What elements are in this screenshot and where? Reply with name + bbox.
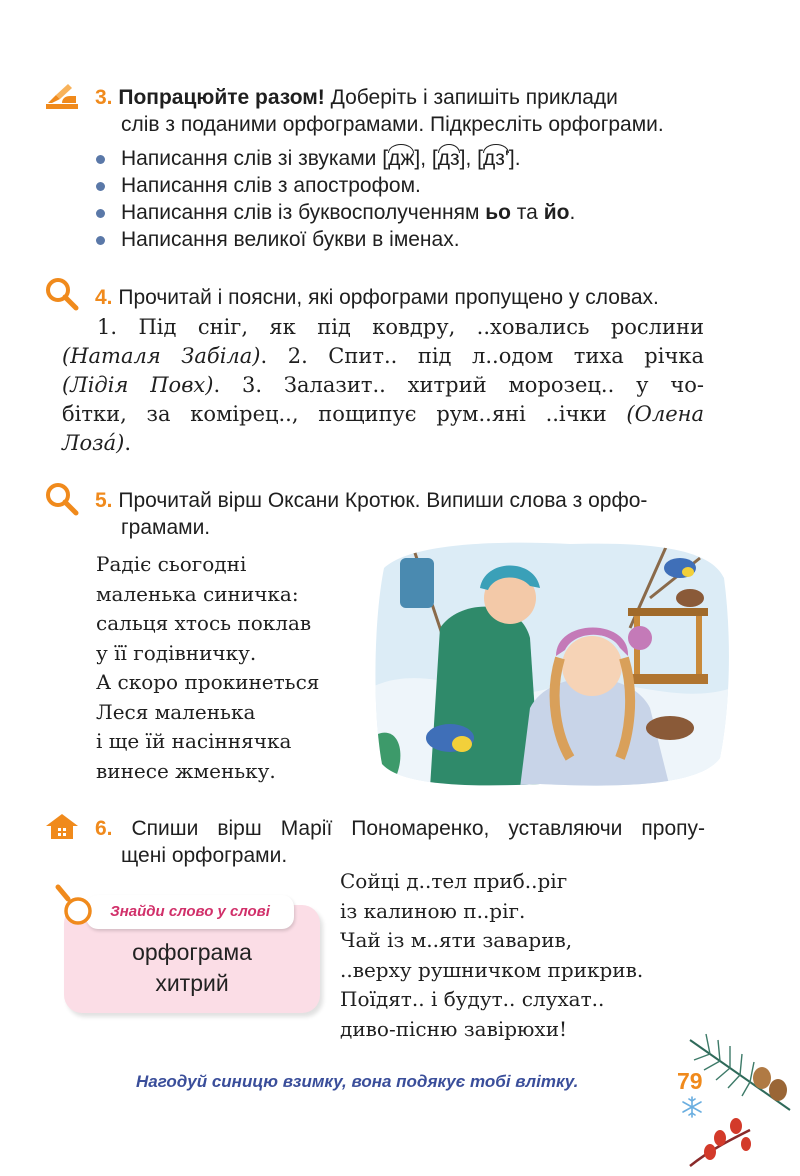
- task-6-prompt-text: Спиши вірш Марії Пономаренко, уставляючи пропу-: [131, 817, 705, 840]
- task-5-icon: [44, 481, 80, 517]
- task-6-number: 6.: [95, 817, 113, 840]
- sound-dz-soft: дз': [482, 147, 509, 170]
- bullet-text: Написання великої букви в іменах.: [121, 228, 460, 251]
- poem-line: і ще їй насіннячка: [96, 729, 292, 753]
- poem-line: Радіє сьогодні: [96, 552, 247, 576]
- bullet-text: ], [: [459, 147, 483, 170]
- bullet-text: ].: [508, 147, 521, 170]
- author-name: Лозá): [62, 431, 125, 455]
- task-6-prompt: [95, 815, 705, 869]
- task-5-line-2: грамами.: [121, 516, 211, 539]
- task-6-icon: [44, 812, 80, 840]
- poem-line: Поїдят.. і будут.. слухат..: [340, 987, 605, 1011]
- task-3-line-2: слів з поданими орфограмами. Підкресліть орфограми.: [121, 113, 664, 136]
- task-5-number: 5.: [95, 489, 113, 512]
- sound-dzh: дж: [388, 147, 415, 170]
- task-5-prompt: [95, 487, 715, 541]
- bullet-item: [94, 172, 714, 199]
- poem-line: Сойці д..тел приб..ріг: [340, 869, 568, 893]
- poem-line: Чай із м..яти заварив,: [340, 928, 573, 952]
- poem-line: із калиною п..ріг.: [340, 898, 526, 923]
- word-card-tag: [86, 895, 294, 929]
- bullet-item: [94, 199, 714, 226]
- task-3-text: Доберіть і запишіть приклади: [324, 86, 618, 109]
- task-3-icon: [44, 84, 80, 110]
- bold-letters: йо: [543, 201, 570, 224]
- word-card-word: хитрий: [155, 970, 229, 996]
- poem-line: сальця хтось поклав: [96, 611, 312, 635]
- task-4-line: 1. Під сніг, як під ковдру, ..ховались рослини: [97, 315, 704, 339]
- poem-line: А скоро прокинеться: [96, 670, 320, 694]
- task-4-prompt: [95, 284, 715, 311]
- magnifier-icon: [44, 276, 80, 312]
- poem-line: ..верху рушничком прикрив.: [340, 957, 644, 982]
- task-5-poem: [96, 550, 366, 786]
- poem-line: винесе жменьку.: [96, 758, 276, 783]
- task-4-line: [62, 429, 704, 458]
- word-card-word: орфограма: [132, 939, 252, 965]
- bullet-item: [94, 226, 714, 253]
- task-6-poem: [340, 867, 740, 1044]
- task-4-text-span: .: [124, 431, 132, 455]
- house-icon: [44, 812, 80, 840]
- task-4-text: [62, 313, 704, 458]
- pine-branch-berries-icon: [680, 1030, 800, 1171]
- bullet-text: .: [569, 201, 576, 224]
- bullet-text: Написання слів зі звуками [: [121, 147, 389, 170]
- magnifier-icon: [44, 481, 80, 517]
- word-card-words: [64, 937, 320, 999]
- bullet-text: Написання слів із буквосполученням: [121, 201, 486, 224]
- bold-letters: ьо: [485, 201, 511, 224]
- word-card-magnifier: [52, 883, 96, 927]
- task-4-prompt-text: Прочитай і поясни, які орфограми пропущено у словах.: [118, 286, 659, 309]
- pine-branch-decoration: [680, 1030, 800, 1171]
- poem-line: диво-пісню завірюхи!: [340, 1016, 568, 1041]
- bullet-text: ], [: [414, 147, 438, 170]
- task-3-title: Попрацюйте разом!: [118, 86, 325, 109]
- pencil-hand-icon: [44, 84, 80, 110]
- task-4-line: [62, 342, 704, 371]
- task-3: [95, 84, 705, 138]
- author-name: (Наталя Забіла): [62, 344, 261, 368]
- task-6-line-2: щені орфограми.: [121, 844, 288, 867]
- task-4-number: 4.: [95, 286, 113, 309]
- poem-line: Леся маленька: [96, 699, 256, 724]
- task-6-line-1: [95, 815, 705, 842]
- poem-line: у її годівничку.: [96, 640, 257, 665]
- task-3-bullet-list: [94, 145, 714, 253]
- winter-birds-illustration: [370, 538, 732, 788]
- sound-dz: дз: [437, 147, 460, 170]
- footer-proverb: Нагодуй синицю взимку, вона подякує тобі влітку.: [136, 1072, 579, 1091]
- author-name: (Олена: [606, 402, 704, 426]
- task-4-text-span: бітки, за комірец.., пощипує рум..яні ..ічки: [62, 402, 607, 426]
- bullet-text: та: [510, 201, 544, 224]
- children-feeding-birds-image: [370, 538, 732, 788]
- task-4-text-span: . 2. Спит.. під л..одом тиха річка: [260, 344, 704, 368]
- word-card-tag-text: Знайди слово у слові: [110, 903, 270, 920]
- task-4-text-span: . 3. Залазит.. хитрий морозец.. у чо-: [213, 373, 704, 397]
- poem-line: маленька синичка:: [96, 581, 299, 606]
- magnifier-icon: [52, 883, 96, 927]
- author-name: (Лідія Повх): [62, 373, 214, 397]
- page-number: 79: [677, 1068, 703, 1094]
- task-4-line: [62, 400, 704, 429]
- task-5-prompt-text: Прочитай вірш Оксани Кротюк. Випиши слова з орфо-: [118, 489, 648, 512]
- task-4-line: [62, 371, 704, 400]
- bullet-item: [94, 145, 714, 172]
- task-3-number: 3.: [95, 86, 113, 109]
- task-5-line-1: [95, 487, 715, 514]
- bullet-text: Написання слів з апострофом.: [121, 174, 421, 197]
- task-4-icon: [44, 276, 80, 312]
- task-3-line-1: [95, 84, 705, 111]
